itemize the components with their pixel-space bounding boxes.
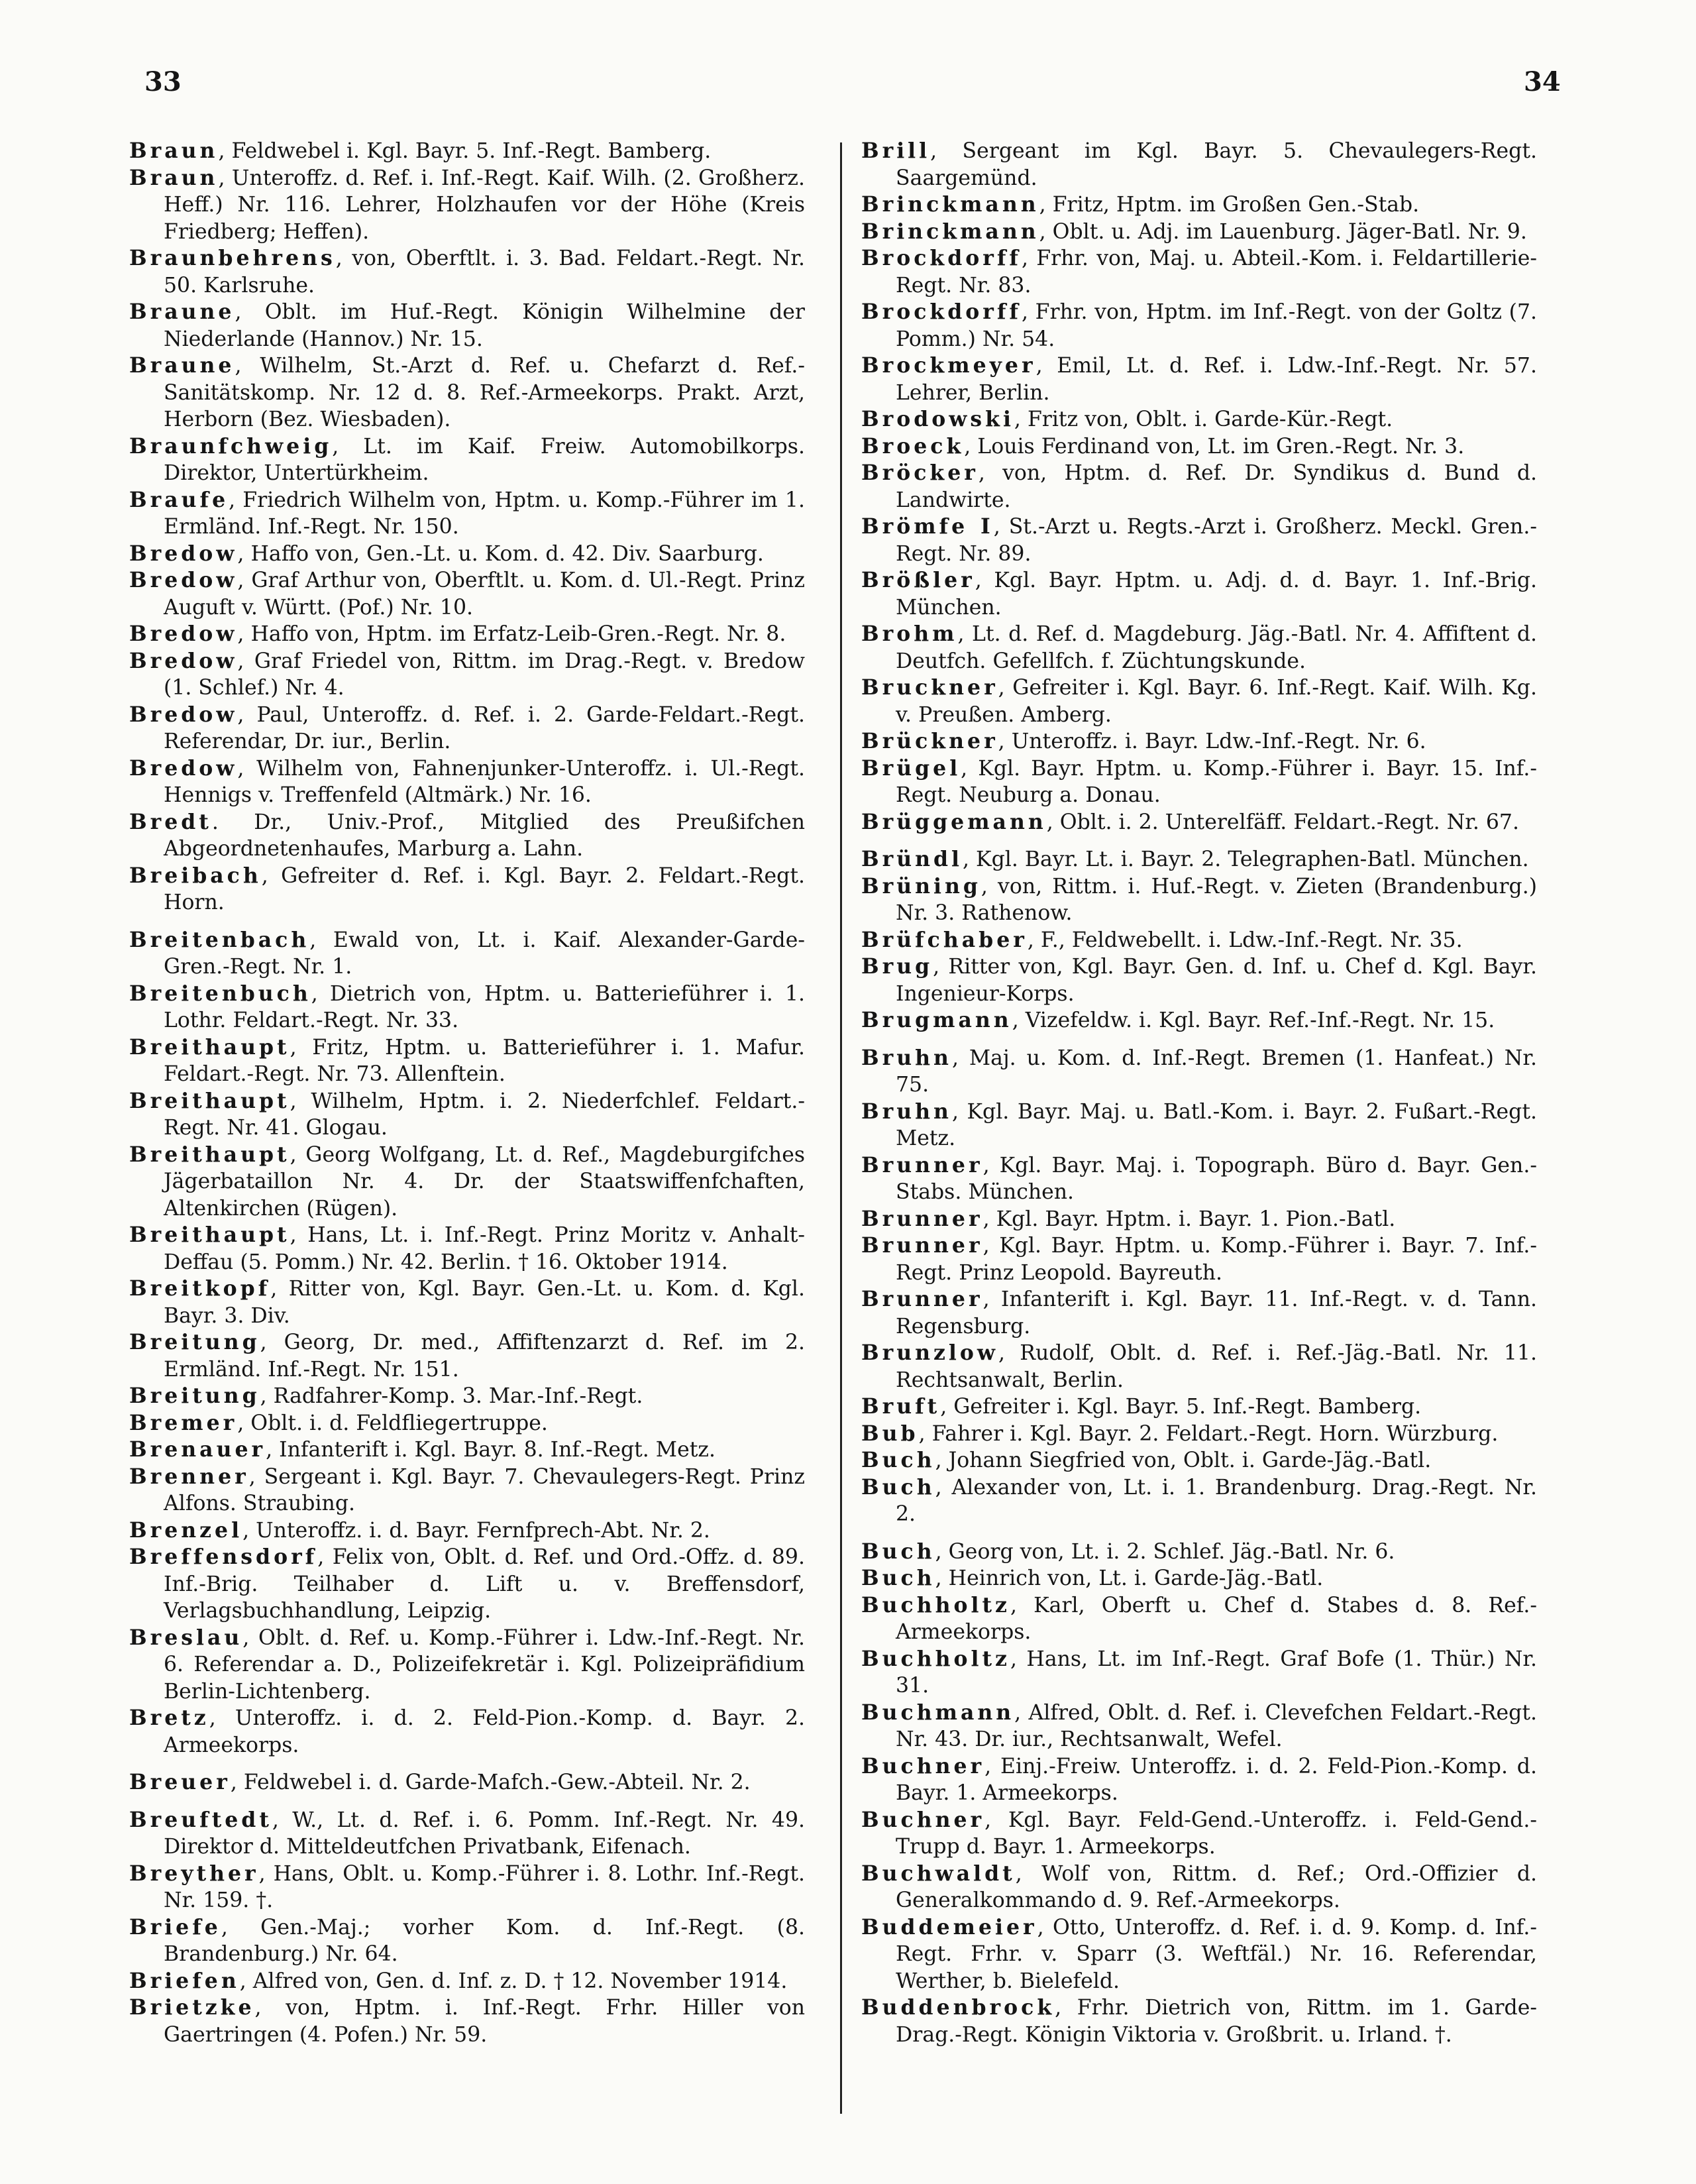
directory-entry <box>861 1474 1537 1528</box>
entry-surname: Buch <box>861 1474 935 1500</box>
entry-details: , Kgl. Bayr. Hptm. i. Bayr. 1. Pion.-Batl. <box>982 1207 1396 1231</box>
entry-surname: Buchholtz <box>861 1592 1010 1617</box>
directory-entry <box>861 514 1537 567</box>
entry-details: , Radfahrer-Komp. 3. Mar.-Inf.-Regt. <box>260 1384 643 1408</box>
entry-surname: Bub <box>861 1421 919 1446</box>
directory-entry <box>861 1206 1537 1233</box>
entry-surname: Brockdorff <box>861 300 1022 324</box>
directory-entry <box>861 433 1537 461</box>
entry-details: , Gen.-Maj.; vorher Kom. d. Inf.-Regt. (8. Brandenburg.) Nr. 64. <box>164 1915 805 1966</box>
entry-details: , W., Lt. d. Ref. i. 6. Pomm. Inf.-Regt. Nr. 49. Direktor d. Mitteldeutfchen Privatbank, Eifenach. <box>164 1808 805 1859</box>
entry-surname: Breithaupt <box>129 1088 290 1113</box>
directory-entry <box>861 1565 1537 1592</box>
entry-details: , Hans, Lt. i. Inf.-Regt. Prinz Moritz v. Anhalt-Deffau (5. Pomm.) Nr. 42. Berlin. † 16. Oktober 1914. <box>164 1223 805 1274</box>
directory-entry <box>129 299 805 353</box>
directory-entry <box>129 1276 805 1329</box>
directory-entry <box>129 1329 805 1383</box>
directory-entry <box>861 567 1537 621</box>
directory-entry <box>861 460 1537 514</box>
entry-surname: Breibach <box>129 863 262 888</box>
entry-details: , Kgl. Bayr. Maj. u. Batl.-Kom. i. Bayr. 2. Fußart.-Regt. Metz. <box>896 1099 1537 1150</box>
entry-details: , Unteroffz. i. Bayr. Ldw.-Inf.-Regt. Nr. 6. <box>998 730 1426 753</box>
directory-entry <box>861 1232 1537 1286</box>
directory-entry <box>129 1034 805 1088</box>
entry-details: , Feldwebel i. d. Garde-Mafch.-Gew.-Abteil. Nr. 2. <box>230 1771 751 1794</box>
entry-details: , Georg Wolfgang, Lt. d. Ref., Magdeburgifches Jägerbataillon Nr. 4. Dr. der Staatswiffenfchaften, Altenkirchen (Rügen). <box>164 1142 805 1221</box>
entry-details: , Georg von, Lt. i. 2. Schlef. Jäg.-Batl. Nr. 6. <box>935 1539 1395 1564</box>
entry-details: , Alfred, Oblt. d. Ref. i. Clevefchen Feldart.-Regt. Nr. 43. Dr. iur., Rechtsanwalt, Wefel. <box>896 1700 1537 1751</box>
directory-entry <box>861 675 1537 728</box>
directory-entry <box>861 728 1537 755</box>
entry-details: , Kgl. Bayr. Feld-Gend.-Unteroffz. i. Feld-Gend.-Trupp d. Bayr. 1. Armeekorps. <box>896 1808 1537 1859</box>
entry-details: , Kgl. Bayr. Hptm. u. Komp.-Führer i. Bayr. 7. Inf.-Regt. Prinz Leopold. Bayreuth. <box>896 1234 1537 1285</box>
entry-surname: Briefe <box>129 1914 221 1939</box>
entry-details: , Emil, Lt. d. Ref. i. Ldw.-Inf.-Regt. Nr. 57. Lehrer, Berlin. <box>896 354 1537 405</box>
entry-details: , Kgl. Bayr. Maj. i. Topograph. Büro d. Bayr. Gen.-Stabs. München. <box>896 1153 1537 1204</box>
entry-surname: Braunfchweig <box>129 433 333 459</box>
directory-entry <box>861 621 1537 675</box>
entry-details: , Haffo von, Gen.-Lt. u. Kom. d. 42. Div. Saarburg. <box>237 541 764 566</box>
entry-details: , Vizefeldw. i. Kgl. Bayr. Ref.-Inf.-Regt. Nr. 15. <box>1012 1009 1495 1032</box>
entry-surname: Bretz <box>129 1706 209 1730</box>
entry-surname: Bredow <box>129 702 238 727</box>
entry-surname: Broeck <box>861 433 965 459</box>
directory-entry <box>129 541 805 568</box>
directory-entry <box>861 1994 1537 2048</box>
entry-details: , Frhr. Dietrich von, Rittm. im 1. Garde-Drag.-Regt. Königin Viktoria v. Großbrit. u. Irland. †. <box>896 1996 1537 2047</box>
entry-surname: Brüfchaber <box>861 927 1028 952</box>
directory-entry <box>861 138 1537 191</box>
directory-entry <box>861 1700 1537 1753</box>
entry-details: . Dr., Univ.-Prof., Mitglied des Preußifchen Abgeordnetenhaufes, Marburg a. Lahn. <box>164 810 805 861</box>
entry-surname: Braunbehrens <box>129 246 336 270</box>
directory-entry <box>861 809 1537 836</box>
directory-entry <box>129 1222 805 1276</box>
entry-details: , Hans, Oblt. u. Komp.-Führer i. 8. Lothr. Inf.-Regt. Nr. 159. †. <box>164 1861 805 1912</box>
directory-entry <box>861 1152 1537 1206</box>
entry-surname: Bredt <box>129 809 212 834</box>
entry-details: , Oblt. i. 2. Unterelfäff. Feldart.-Regt. Nr. 67. <box>1046 810 1519 834</box>
page-number-left: 33 <box>144 66 182 97</box>
directory-entry <box>129 1994 805 2048</box>
entry-details: , Ewald von, Lt. i. Kaif. Alexander-Garde-Gren.-Regt. Nr. 1. <box>164 928 805 979</box>
entry-details: , Einj.-Freiw. Unteroffz. i. d. 2. Feld-Pion.-Komp. d. Bayr. 1. Armeekorps. <box>896 1754 1537 1805</box>
directory-entry <box>861 927 1537 954</box>
column-divider <box>840 142 842 2114</box>
entry-details: , Oblt. im Huf.-Regt. Königin Wilhelmine der Niederlande (Hannov.) Nr. 15. <box>164 300 805 351</box>
entry-details: , Maj. u. Kom. d. Inf.-Regt. Bremen (1. Hanfeat.) Nr. 75. <box>896 1046 1537 1097</box>
directory-entry <box>861 1007 1537 1034</box>
entry-surname: Buch <box>861 1448 935 1472</box>
entry-details: , Haffo von, Hptm. im Erfatz-Leib-Gren.-Regt. Nr. 8. <box>237 622 786 646</box>
entry-surname: Brenzel <box>129 1517 243 1543</box>
entry-details: , Ritter von, Kgl. Bayr. Gen.-Lt. u. Kom. d. Kgl. Bayr. 3. Div. <box>164 1277 805 1328</box>
directory-entry <box>129 1861 805 1914</box>
entry-details: , von, Hptm. i. Inf.-Regt. Frhr. Hiller von Gaertringen (4. Pofen.) Nr. 59. <box>164 1996 805 2047</box>
entry-surname: Breitung <box>129 1330 260 1354</box>
directory-entry <box>129 138 805 165</box>
directory-entry <box>861 1340 1537 1393</box>
entry-details: , Alfred von, Gen. d. Inf. z. D. † 12. November 1914. <box>239 1969 788 1993</box>
entry-surname: Brenner <box>129 1464 249 1489</box>
entry-surname: Brunner <box>861 1152 983 1177</box>
directory-entry <box>861 219 1537 246</box>
entry-details: , Infanterift i. Kgl. Bayr. 8. Inf.-Regt. Metz. <box>266 1438 716 1462</box>
entry-surname: Braun <box>129 165 219 190</box>
entry-details: , von, Rittm. i. Huf.-Regt. v. Zieten (Brandenburg.) Nr. 3. Rathenow. <box>896 874 1537 925</box>
directory-entry <box>129 927 805 981</box>
entry-details: , Oblt. u. Adj. im Lauenburg. Jäger-Batl. Nr. 9. <box>1039 219 1527 244</box>
entry-surname: Brunner <box>861 1287 983 1311</box>
entry-surname: Brug <box>861 954 933 979</box>
entry-details: , von, Hptm. d. Ref. Dr. Syndikus d. Bund d. Landwirte. <box>896 461 1537 512</box>
directory-entry <box>129 1769 805 1796</box>
entry-surname: Bruft <box>861 1394 941 1419</box>
directory-entry <box>129 433 805 487</box>
entry-surname: Brunner <box>861 1206 983 1231</box>
directory-entry <box>861 755 1537 809</box>
entry-surname: Buddemeier <box>861 1914 1037 1939</box>
directory-entry <box>129 1968 805 1995</box>
entry-surname: Brüning <box>861 873 981 899</box>
directory-entry <box>129 1544 805 1625</box>
directory-entry <box>861 1286 1537 1340</box>
directory-entry <box>129 981 805 1034</box>
directory-entry <box>861 954 1537 1007</box>
directory-entry <box>861 1045 1537 1099</box>
entry-surname: Brüggemann <box>861 809 1047 834</box>
entry-surname: Braune <box>129 300 235 324</box>
directory-entry <box>129 353 805 433</box>
directory-entry <box>129 1088 805 1142</box>
entry-details: , Felix von, Oblt. d. Ref. und Ord.-Offz. d. 89. Inf.-Brig. Teilhaber d. Lift u. v. Breffensdorf, Verlagsbuchhandlung, Leipzig. <box>164 1545 805 1623</box>
entry-surname: Brinckmann <box>861 219 1039 244</box>
entry-details: , Feldwebel i. Kgl. Bayr. 5. Inf.-Regt. Bamberg. <box>218 139 712 163</box>
entry-surname: Bredow <box>129 541 238 566</box>
entry-details: , Wolf von, Rittm. d. Ref.; Ord.-Offizier d. Generalkommando d. 9. Ref.-Armeekorps. <box>896 1861 1537 1912</box>
entry-details: , Gefreiter i. Kgl. Bayr. 6. Inf.-Regt. Kaif. Wilh. Kg. v. Preußen. Amberg. <box>896 676 1537 727</box>
entry-details: , Heinrich von, Lt. i. Garde-Jäg.-Batl. <box>935 1566 1324 1590</box>
entry-details: , Rudolf, Oblt. d. Ref. i. Ref.-Jäg.-Batl. Nr. 11. Rechtsanwalt, Berlin. <box>896 1341 1537 1392</box>
entry-details: , Gefreiter i. Kgl. Bayr. 5. Inf.-Regt. Bamberg. <box>940 1395 1422 1419</box>
entry-details: , Louis Ferdinand von, Lt. im Gren.-Regt. Nr. 3. <box>964 434 1465 459</box>
directory-entry <box>861 1099 1537 1152</box>
entry-surname: Breithaupt <box>129 1142 290 1167</box>
entry-surname: Breitung <box>129 1384 260 1408</box>
directory-entry <box>129 165 805 246</box>
entry-details: , Alexander von, Lt. i. 1. Brandenburg. Drag.-Regt. Nr. 2. <box>896 1475 1537 1526</box>
directory-entry <box>861 299 1537 353</box>
entry-surname: Buch <box>861 1566 935 1590</box>
entry-details: , Wilhelm, St.-Arzt d. Ref. u. Chefarzt d. Ref.-Sanitätskomp. Nr. 12 d. 8. Ref.-Armeekorps. Prakt. Arzt, Herborn (Bez. Wiesbaden). <box>164 354 805 431</box>
directory-entry <box>861 1393 1537 1421</box>
directory-entry <box>861 406 1537 433</box>
entry-details: , Oblt. d. Ref. u. Komp.-Führer i. Ldw.-Inf.-Regt. Nr. 6. Referendar a. D., Polizeifekretär i. Kgl. Polizeipräfidium Berlin-Lichtenberg. <box>164 1625 805 1704</box>
entry-surname: Bruhn <box>861 1099 952 1124</box>
directory-entry <box>129 1464 805 1517</box>
entry-details: , Otto, Unteroffz. d. Ref. i. d. 9. Komp. d. Inf.-Regt. Frhr. v. Sparr (3. Weftfäl.) Nr. 16. Referendar, Werther, b. Bielefeld. <box>896 1915 1537 1993</box>
entry-details: , Fritz, Hptm. im Großen Gen.-Stab. <box>1039 193 1420 217</box>
entry-details: , F., Feldwebellt. i. Ldw.-Inf.-Regt. Nr. 35. <box>1027 928 1463 952</box>
directory-entry <box>129 1807 805 1861</box>
directory-entry <box>861 1539 1537 1566</box>
entry-details: , Kgl. Bayr. Hptm. u. Komp.-Führer i. Bayr. 15. Inf.-Regt. Neuburg a. Donau. <box>896 756 1537 807</box>
directory-entry <box>129 1914 805 1968</box>
directory-entry <box>129 648 805 702</box>
entry-surname: Buch <box>861 1539 935 1564</box>
entry-details: , Karl, Oberft u. Chef d. Stabes d. 8. Ref.-Armeekorps. <box>896 1593 1537 1644</box>
entry-surname: Bredow <box>129 648 238 673</box>
directory-entry <box>129 621 805 648</box>
entry-surname: Breithaupt <box>129 1223 290 1247</box>
entry-details: , Hans, Lt. im Inf.-Regt. Graf Bofe (1. Thür.) Nr. 31. <box>896 1647 1537 1698</box>
entry-surname: Buchwaldt <box>861 1861 1016 1886</box>
entry-surname: Breuer <box>129 1770 231 1794</box>
entry-surname: Brohm <box>861 622 958 646</box>
entry-details: , Kgl. Bayr. Lt. i. Bayr. 2. Telegraphen-Batl. München. <box>963 847 1529 871</box>
entry-surname: Braun <box>129 138 219 163</box>
directory-entry <box>129 245 805 299</box>
entry-surname: Bruhn <box>861 1045 952 1070</box>
entry-surname: Bredow <box>129 568 238 592</box>
entry-surname: Brömfe I <box>861 514 994 539</box>
entry-details: , Graf Friedel von, Rittm. im Drag.-Regt. v. Bredow (1. Schlef.) Nr. 4. <box>164 649 805 700</box>
directory-entry <box>861 245 1537 299</box>
directory-entry <box>861 846 1537 873</box>
entry-surname: Breuftedt <box>129 1807 272 1832</box>
entry-details: , Graf Arthur von, Oberftlt. u. Kom. d. Ul.-Regt. Prinz Auguft v. Württ. (Pof.) Nr. 10. <box>164 569 805 620</box>
directory-entry <box>129 863 805 916</box>
directory-entry <box>129 1437 805 1464</box>
entry-details: , Frhr. von, Hptm. im Inf.-Regt. von der Goltz (7. Pomm.) Nr. 54. <box>896 300 1537 351</box>
directory-entry <box>129 1410 805 1437</box>
entry-surname: Brößler <box>861 568 975 592</box>
entry-details: , Unteroffz. i. d. Bayr. Fernfprech-Abt. Nr. 2. <box>242 1518 710 1543</box>
directory-entry <box>129 487 805 541</box>
directory-entry <box>129 567 805 621</box>
directory-entry <box>861 1646 1537 1700</box>
entry-surname: Buchner <box>861 1753 985 1778</box>
entry-surname: Bremer <box>129 1410 238 1435</box>
entry-surname: Braune <box>129 353 235 378</box>
directory-entry <box>129 1625 805 1706</box>
entry-surname: Bredow <box>129 622 238 646</box>
directory-entry <box>129 1383 805 1410</box>
entry-surname: Brockdorff <box>861 246 1022 270</box>
entry-details: , Paul, Unteroffz. d. Ref. i. 2. Garde-Feldart.-Regt. Referendar, Dr. iur., Berlin. <box>164 702 805 753</box>
entry-details: , Unteroffz. i. d. 2. Feld-Pion.-Komp. d. Bayr. 2. Armeekorps. <box>164 1706 805 1757</box>
entry-details: , Gefreiter d. Ref. i. Kgl. Bayr. 2. Feldart.-Regt. Horn. <box>164 863 805 914</box>
entry-details: , Frhr. von, Maj. u. Abteil.-Kom. i. Feldartillerie-Regt. Nr. 83. <box>896 246 1537 298</box>
entry-surname: Brückner <box>861 729 998 753</box>
directory-entry <box>861 1592 1537 1646</box>
entry-details: , Lt. im Kaif. Freiw. Automobilkorps. Direktor, Untertürkheim. <box>164 434 805 485</box>
entry-details: , Lt. d. Ref. d. Magdeburg. Jäg.-Batl. Nr. 4. Affiftent d. Deutfch. Gefellfch. f. Züchtungskunde. <box>896 622 1537 673</box>
entry-surname: Brinckmann <box>861 192 1039 217</box>
directory-entry <box>861 1807 1537 1861</box>
entry-details: , Wilhelm von, Fahnenjunker-Unteroffz. i. Ul.-Regt. Hennigs v. Treffenfeld (Altmärk.) Nr. 16. <box>164 756 805 807</box>
entry-details: , Sergeant i. Kgl. Bayr. 7. Chevaulegers-Regt. Prinz Alfons. Straubing. <box>164 1464 805 1515</box>
directory-entry <box>129 755 805 809</box>
entry-details: , Dietrich von, Hptm. u. Batterieführer i. 1. Lothr. Feldart.-Regt. Nr. 33. <box>164 981 805 1032</box>
directory-entry <box>129 809 805 863</box>
entry-surname: Briefen <box>129 1968 240 1993</box>
entry-surname: Breitenbach <box>129 927 310 952</box>
entry-surname: Breffensdorf <box>129 1545 318 1569</box>
entry-details: , Sergeant im Kgl. Bayr. 5. Chevaulegers-Regt. Saargemünd. <box>896 139 1537 190</box>
directory-entry <box>861 1753 1537 1807</box>
directory-entry <box>861 1861 1537 1914</box>
entry-details: , Fahrer i. Kgl. Bayr. 2. Feldart.-Regt. Horn. Würzburg. <box>918 1421 1499 1446</box>
entry-surname: Brügel <box>861 755 961 781</box>
entry-details: , St.-Arzt u. Regts.-Arzt i. Großherz. Meckl. Gren.-Regt. Nr. 89. <box>896 515 1537 566</box>
entry-surname: Brockmeyer <box>861 353 1036 378</box>
entry-details: , von, Oberftlt. i. 3. Bad. Feldart.-Regt. Nr. 50. Karlsruhe. <box>164 246 805 298</box>
entry-surname: Breitenbuch <box>129 981 311 1006</box>
entry-details: , Kgl. Bayr. Hptm. u. Adj. d. d. Bayr. 1. Inf.-Brig. München. <box>896 569 1537 620</box>
entry-details: , Fritz, Hptm. u. Batterieführer i. 1. Mafur. Feldart.-Regt. Nr. 73. Allenftein. <box>164 1035 805 1086</box>
directory-entry <box>861 1421 1537 1448</box>
entry-surname: Brunzlow <box>861 1340 999 1365</box>
entry-surname: Buchmann <box>861 1700 1015 1725</box>
entry-surname: Bruckner <box>861 675 998 700</box>
entry-surname: Brodowski <box>861 407 1014 431</box>
directory-entry <box>861 191 1537 219</box>
entry-surname: Buchner <box>861 1807 985 1832</box>
entry-surname: Brunner <box>861 1233 983 1258</box>
entry-details: , Ritter von, Kgl. Bayr. Gen. d. Inf. u. Chef d. Kgl. Bayr. Ingenieur-Korps. <box>896 955 1537 1006</box>
entry-surname: Buchholtz <box>861 1646 1010 1671</box>
entry-details: , Unteroffz. d. Ref. i. Inf.-Regt. Kaif. Wilh. (2. Großherz. Heff.) Nr. 116. Lehrer, Holzhaufen vor der Höhe (Kreis Friedberg; Heffen). <box>164 166 805 244</box>
directory-entry <box>129 1142 805 1223</box>
entry-surname: Brenauer <box>129 1437 266 1462</box>
entry-details: , Friedrich Wilhelm von, Hptm. u. Komp.-Führer im 1. Ermländ. Inf.-Regt. Nr. 150. <box>164 488 805 539</box>
directory-entry <box>129 1517 805 1545</box>
entry-details: , Wilhelm, Hptm. i. 2. Niederfchlef. Feldart.-Regt. Nr. 41. Glogau. <box>164 1089 805 1140</box>
entry-surname: Brugmann <box>861 1008 1012 1032</box>
directory-entry <box>129 702 805 755</box>
entry-surname: Buddenbrock <box>861 1995 1055 2020</box>
entry-details: , Johann Siegfried von, Oblt. i. Garde-Jäg.-Batl. <box>935 1448 1432 1472</box>
entry-surname: Braufe <box>129 487 229 512</box>
left-column <box>129 138 805 2048</box>
entry-details: , Fritz von, Oblt. i. Garde-Kür.-Regt. <box>1014 408 1393 431</box>
entry-details: , Georg, Dr. med., Affiftenzarzt d. Ref. im 2. Ermländ. Inf.-Regt. Nr. 151. <box>164 1331 805 1382</box>
entry-surname: Brill <box>861 138 931 163</box>
right-column <box>861 138 1537 2048</box>
entry-surname: Breslau <box>129 1625 243 1650</box>
page-number-right: 34 <box>1524 66 1561 97</box>
directory-entry <box>129 1705 805 1759</box>
entry-surname: Breitkopf <box>129 1276 271 1301</box>
entry-surname: Bredow <box>129 755 238 781</box>
directory-entry <box>861 1447 1537 1474</box>
entry-details: , Oblt. i. d. Feldfliegertruppe. <box>237 1411 548 1435</box>
entry-surname: Breyther <box>129 1861 259 1886</box>
entry-surname: Bründl <box>861 847 963 871</box>
entry-details: , Infanterift i. Kgl. Bayr. 11. Inf.-Regt. v. d. Tann. Regensburg. <box>896 1287 1537 1338</box>
directory-entry <box>861 873 1537 927</box>
directory-entry <box>861 1914 1537 1995</box>
entry-surname: Brietzke <box>129 1995 255 2020</box>
entry-surname: Bröcker <box>861 461 979 485</box>
entry-surname: Breithaupt <box>129 1034 290 1060</box>
directory-entry <box>861 353 1537 406</box>
